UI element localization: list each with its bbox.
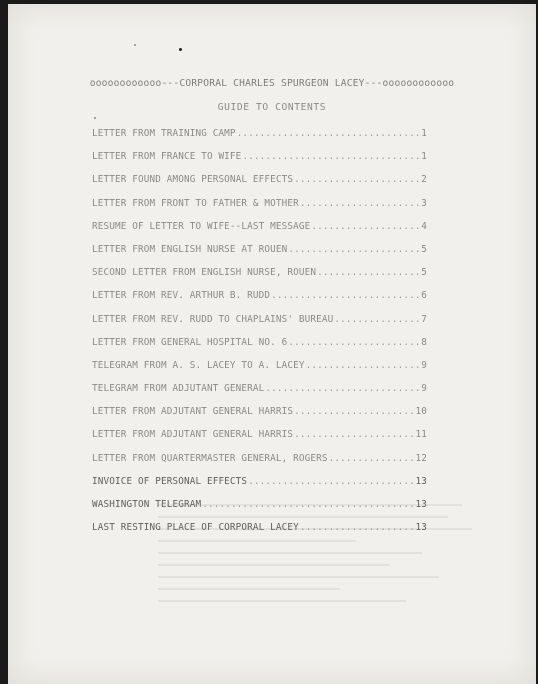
toc-entry-title: LETTER FROM ADJUTANT GENERAL HARRIS — [92, 429, 294, 441]
toc-entry-title: LETTER FROM TRAINING CAMP — [92, 128, 236, 139]
document-header: oooooooooooo---CORPORAL CHARLES SPURGEON LACEY---oooooooooooo — [89, 78, 455, 89]
toc-entry-page: 11 — [415, 429, 427, 441]
toc-entry-title: LETTER FROM FRANCE TO WIFE — [92, 151, 242, 163]
toc-entry — [92, 337, 427, 360]
toc-dot-leader — [294, 429, 414, 440]
toc-entry-title: LAST RESTING PLACE OF CORPORAL LACEY — [92, 522, 299, 534]
toc-entry-page: 5 — [421, 267, 427, 279]
toc-entry — [92, 476, 427, 499]
toc-entry-title: LETTER FROM GENERAL HOSPITAL NO. 6 — [92, 336, 288, 348]
toc-entry-page: 1 — [421, 151, 427, 163]
toc-entry — [92, 267, 427, 290]
toc-entry-page: 5 — [421, 243, 427, 255]
toc-entry — [92, 314, 427, 337]
toc-entry-page: 10 — [415, 406, 427, 418]
toc-entry-title: WASHINGTON TELEGRAM — [92, 499, 202, 510]
toc-entry — [92, 128, 427, 151]
toc-dot-leader — [265, 383, 420, 394]
toc-entry-title: TELEGRAM FROM ADJUTANT GENERAL — [92, 383, 265, 395]
toc-dot-leader — [300, 198, 420, 209]
toc-dot-leader — [271, 290, 420, 301]
table-of-contents — [92, 128, 427, 545]
toc-entry-page: 9 — [421, 359, 427, 371]
toc-entry-title: LETTER FROM FRONT TO FATHER & MOTHER — [92, 197, 299, 209]
toc-dot-leader — [288, 244, 420, 255]
toc-entry-page: 12 — [415, 452, 427, 464]
toc-entry-title: TELEGRAM FROM A. S. LACEY TO A. LACEY — [92, 359, 305, 371]
toc-entry-page: 4 — [421, 220, 427, 232]
toc-entry-page: 9 — [421, 383, 427, 395]
toc-dot-leader — [311, 221, 420, 232]
toc-dot-leader — [329, 453, 415, 464]
ink-speck — [94, 117, 96, 119]
toc-entry — [92, 522, 427, 545]
toc-entry — [92, 406, 427, 429]
toc-dot-leader — [237, 128, 421, 139]
toc-dot-leader — [334, 314, 420, 325]
ink-speck — [134, 44, 136, 46]
toc-dot-leader — [317, 267, 420, 278]
toc-entry-page: 3 — [421, 197, 427, 209]
toc-entry-page: 8 — [421, 336, 427, 348]
toc-dot-leader — [242, 151, 420, 162]
toc-entry-page: 13 — [415, 475, 427, 487]
toc-dot-leader — [294, 406, 414, 417]
document-subtitle: GUIDE TO CONTENTS — [217, 102, 327, 113]
document-page — [8, 4, 536, 684]
toc-entry — [92, 174, 427, 197]
toc-entry — [92, 383, 427, 406]
toc-dot-leader — [202, 499, 414, 510]
toc-entry-title: LETTER FOUND AMONG PERSONAL EFFECTS — [92, 174, 294, 186]
toc-entry — [92, 429, 427, 452]
toc-dot-leader — [300, 522, 415, 533]
toc-entry-title: LETTER FROM QUARTERMASTER GENERAL, ROGERS — [92, 452, 328, 464]
toc-entry-title: LETTER FROM ENGLISH NURSE AT ROUEN — [92, 243, 288, 255]
toc-entry-title: LETTER FROM ADJUTANT GENERAL HARRIS — [92, 406, 294, 418]
toc-entry-title: SECOND LETTER FROM ENGLISH NURSE, ROUEN — [92, 267, 317, 279]
toc-entry-page: 6 — [421, 290, 427, 302]
toc-entry — [92, 244, 427, 267]
toc-entry-page: 13 — [415, 522, 427, 534]
toc-entry-page: 2 — [421, 174, 427, 186]
toc-entry-page: 1 — [421, 128, 427, 139]
toc-entry — [92, 360, 427, 383]
ink-speck — [179, 48, 182, 51]
toc-dot-leader — [248, 476, 414, 487]
toc-entry — [92, 198, 427, 221]
toc-dot-leader — [306, 360, 421, 371]
toc-entry — [92, 290, 427, 313]
toc-entry-title: LETTER FROM REV. RUDD TO CHAPLAINS' BUREAU — [92, 313, 334, 325]
toc-entry — [92, 151, 427, 174]
toc-entry — [92, 499, 427, 522]
toc-entry-page: 13 — [415, 499, 427, 510]
toc-entry-title: RESUME OF LETTER TO WIFE--LAST MESSAGE — [92, 220, 311, 232]
toc-entry-page: 7 — [421, 313, 427, 325]
toc-entry-title: LETTER FROM REV. ARTHUR B. RUDD — [92, 290, 271, 302]
toc-dot-leader — [288, 337, 420, 348]
toc-entry — [92, 453, 427, 476]
toc-entry — [92, 221, 427, 244]
toc-dot-leader — [294, 174, 420, 185]
toc-entry-title: INVOICE OF PERSONAL EFFECTS — [92, 475, 248, 487]
